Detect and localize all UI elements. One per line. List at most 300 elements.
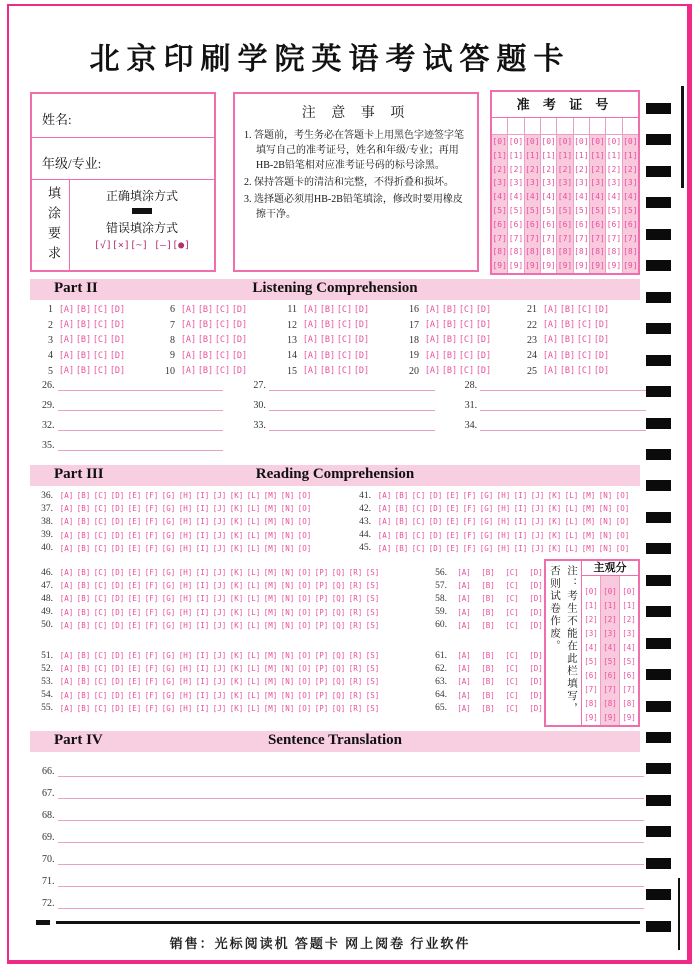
subjective-bubble-col2-6[interactable]: [6]: [601, 669, 620, 683]
ticket-bubble-col7-9[interactable]: [9]: [590, 259, 606, 273]
answer-bubble-1-D[interactable]: [D]: [109, 304, 126, 315]
answer-bubble-42-G[interactable]: [G]: [479, 504, 494, 514]
answer-bubble-40-F[interactable]: [F]: [144, 543, 159, 553]
ticket-bubble-col7-8[interactable]: [8]: [590, 245, 606, 259]
answer-bubble-59-A[interactable]: [A]: [457, 607, 471, 617]
answer-bubble-53-P[interactable]: [P]: [314, 677, 329, 687]
answer-bubble-48-Q[interactable]: [Q]: [331, 594, 346, 604]
answer-bubble-3-A[interactable]: [A]: [58, 335, 75, 346]
answer-bubble-43-C[interactable]: [C]: [411, 517, 426, 527]
answer-bubble-52-J[interactable]: [J]: [212, 664, 227, 674]
ticket-digit-write-cell-3[interactable]: [525, 118, 541, 134]
answer-bubble-45-E[interactable]: [E]: [445, 543, 460, 553]
answer-bubble-36-B[interactable]: [B]: [76, 491, 91, 501]
answer-bubble-47-M[interactable]: [M]: [263, 581, 278, 591]
ticket-bubble-col5-2[interactable]: [2]: [557, 163, 573, 177]
answer-bubble-42-C[interactable]: [C]: [411, 504, 426, 514]
answer-bubble-59-B[interactable]: [B]: [481, 607, 495, 617]
answer-bubble-5-C[interactable]: [C]: [92, 366, 109, 377]
answer-bubble-37-N[interactable]: [N]: [280, 504, 295, 514]
answer-bubble-53-I[interactable]: [I]: [195, 677, 210, 687]
ticket-bubble-col3-6[interactable]: [6]: [525, 218, 541, 232]
answer-bubble-45-N[interactable]: [N]: [598, 543, 613, 553]
answer-bubble-55-N[interactable]: [N]: [280, 703, 295, 713]
answer-bubble-54-N[interactable]: [N]: [280, 690, 295, 700]
ticket-bubble-col8-5[interactable]: [5]: [606, 204, 622, 218]
answer-bubble-46-B[interactable]: [B]: [76, 568, 91, 578]
answer-bubble-52-C[interactable]: [C]: [93, 664, 108, 674]
ticket-bubble-col1-4[interactable]: [4]: [492, 190, 508, 204]
answer-bubble-39-K[interactable]: [K]: [229, 530, 244, 540]
answer-bubble-37-L[interactable]: [L]: [246, 504, 261, 514]
answer-bubble-55-K[interactable]: [K]: [229, 703, 244, 713]
ticket-bubble-col5-5[interactable]: [5]: [557, 204, 573, 218]
answer-bubble-12-B[interactable]: [B]: [319, 320, 336, 331]
answer-bubble-48-O[interactable]: [O]: [297, 594, 312, 604]
ticket-bubble-col7-6[interactable]: [6]: [590, 218, 606, 232]
subjective-bubble-col2-1[interactable]: [1]: [601, 599, 620, 613]
answer-bubble-45-K[interactable]: [K]: [547, 543, 562, 553]
answer-bubble-36-C[interactable]: [C]: [93, 491, 108, 501]
ticket-bubble-col8-9[interactable]: [9]: [606, 259, 622, 273]
ticket-bubble-col2-3[interactable]: [3]: [508, 176, 524, 190]
answer-bubble-52-S[interactable]: [S]: [365, 664, 380, 674]
answer-bubble-5-B[interactable]: [B]: [75, 366, 92, 377]
answer-bubble-9-D[interactable]: [D]: [231, 350, 248, 361]
answer-bubble-36-I[interactable]: [I]: [195, 491, 210, 501]
ticket-bubble-col2-7[interactable]: [7]: [508, 232, 524, 246]
answer-bubble-2-B[interactable]: [B]: [75, 320, 92, 331]
answer-bubble-52-N[interactable]: [N]: [280, 664, 295, 674]
answer-bubble-10-C[interactable]: [C]: [214, 366, 231, 377]
answer-bubble-41-O[interactable]: [O]: [615, 491, 630, 501]
subjective-write-cell-3[interactable]: [620, 576, 638, 585]
answer-bubble-22-D[interactable]: [D]: [593, 320, 610, 331]
answer-bubble-55-E[interactable]: [E]: [127, 703, 142, 713]
answer-bubble-49-D[interactable]: [D]: [110, 607, 125, 617]
answer-bubble-55-L[interactable]: [L]: [246, 703, 261, 713]
ticket-bubble-col9-9[interactable]: [9]: [623, 259, 638, 273]
answer-bubble-40-B[interactable]: [B]: [76, 543, 91, 553]
ticket-bubble-col8-7[interactable]: [7]: [606, 232, 622, 246]
answer-bubble-53-H[interactable]: [H]: [178, 677, 193, 687]
answer-bubble-6-C[interactable]: [C]: [214, 304, 231, 315]
answer-bubble-41-N[interactable]: [N]: [598, 491, 613, 501]
answer-bubble-8-C[interactable]: [C]: [214, 335, 231, 346]
answer-bubble-17-C[interactable]: [C]: [458, 320, 475, 331]
answer-bubble-40-C[interactable]: [C]: [93, 543, 108, 553]
answer-bubble-53-N[interactable]: [N]: [280, 677, 295, 687]
answer-bubble-50-I[interactable]: [I]: [195, 620, 210, 630]
answer-bubble-41-J[interactable]: [J]: [530, 491, 545, 501]
answer-bubble-43-B[interactable]: [B]: [394, 517, 409, 527]
answer-bubble-50-M[interactable]: [M]: [263, 620, 278, 630]
answer-bubble-7-D[interactable]: [D]: [231, 320, 248, 331]
answer-bubble-17-D[interactable]: [D]: [475, 320, 492, 331]
answer-bubble-54-P[interactable]: [P]: [314, 690, 329, 700]
subjective-write-cell-1[interactable]: [582, 576, 601, 585]
ticket-bubble-col7-0[interactable]: [0]: [590, 135, 606, 149]
answer-bubble-55-G[interactable]: [G]: [161, 703, 176, 713]
answer-bubble-22-B[interactable]: [B]: [559, 320, 576, 331]
ticket-bubble-col3-2[interactable]: [2]: [525, 163, 541, 177]
answer-bubble-61-A[interactable]: [A]: [457, 651, 471, 661]
answer-bubble-57-A[interactable]: [A]: [457, 581, 471, 591]
answer-bubble-12-C[interactable]: [C]: [336, 320, 353, 331]
ticket-bubble-col4-8[interactable]: [8]: [541, 245, 557, 259]
ticket-bubble-col1-7[interactable]: [7]: [492, 232, 508, 246]
answer-line-32[interactable]: [58, 419, 224, 431]
answer-bubble-43-J[interactable]: [J]: [530, 517, 545, 527]
answer-bubble-38-H[interactable]: [H]: [178, 517, 193, 527]
answer-bubble-48-S[interactable]: [S]: [365, 594, 380, 604]
answer-bubble-38-G[interactable]: [G]: [161, 517, 176, 527]
answer-bubble-51-D[interactable]: [D]: [110, 651, 125, 661]
answer-bubble-53-C[interactable]: [C]: [93, 677, 108, 687]
answer-bubble-53-O[interactable]: [O]: [297, 677, 312, 687]
answer-bubble-18-D[interactable]: [D]: [475, 335, 492, 346]
answer-bubble-45-A[interactable]: [A]: [377, 543, 392, 553]
answer-bubble-54-S[interactable]: [S]: [365, 690, 380, 700]
ticket-bubble-col8-8[interactable]: [8]: [606, 245, 622, 259]
answer-bubble-50-Q[interactable]: [Q]: [331, 620, 346, 630]
answer-bubble-44-A[interactable]: [A]: [377, 530, 392, 540]
answer-bubble-39-H[interactable]: [H]: [178, 530, 193, 540]
answer-bubble-37-E[interactable]: [E]: [127, 504, 142, 514]
answer-bubble-43-N[interactable]: [N]: [598, 517, 613, 527]
name-input-area[interactable]: [75, 104, 175, 124]
answer-bubble-2-A[interactable]: [A]: [58, 320, 75, 331]
subjective-bubble-col3-5[interactable]: [5]: [622, 657, 636, 666]
answer-bubble-6-B[interactable]: [B]: [197, 304, 214, 315]
answer-bubble-43-L[interactable]: [L]: [564, 517, 579, 527]
answer-bubble-17-B[interactable]: [B]: [441, 320, 458, 331]
answer-bubble-53-M[interactable]: [M]: [263, 677, 278, 687]
answer-bubble-46-E[interactable]: [E]: [127, 568, 142, 578]
answer-bubble-62-C[interactable]: [C]: [505, 664, 519, 674]
ticket-bubble-col6-7[interactable]: [7]: [574, 232, 590, 246]
answer-bubble-51-Q[interactable]: [Q]: [331, 651, 346, 661]
answer-bubble-39-A[interactable]: [A]: [59, 530, 74, 540]
answer-bubble-51-P[interactable]: [P]: [314, 651, 329, 661]
answer-bubble-37-F[interactable]: [F]: [144, 504, 159, 514]
answer-bubble-41-K[interactable]: [K]: [547, 491, 562, 501]
answer-bubble-42-B[interactable]: [B]: [394, 504, 409, 514]
answer-bubble-50-C[interactable]: [C]: [93, 620, 108, 630]
answer-bubble-1-B[interactable]: [B]: [75, 304, 92, 315]
answer-bubble-50-O[interactable]: [O]: [297, 620, 312, 630]
answer-bubble-41-D[interactable]: [D]: [428, 491, 443, 501]
answer-bubble-49-O[interactable]: [O]: [297, 607, 312, 617]
ticket-digit-write-cell-2[interactable]: [508, 118, 524, 134]
answer-bubble-55-P[interactable]: [P]: [314, 703, 329, 713]
answer-bubble-43-A[interactable]: [A]: [377, 517, 392, 527]
ticket-bubble-col4-7[interactable]: [7]: [541, 232, 557, 246]
answer-bubble-51-B[interactable]: [B]: [76, 651, 91, 661]
answer-bubble-46-M[interactable]: [M]: [263, 568, 278, 578]
answer-line-34[interactable]: [480, 419, 646, 431]
answer-bubble-52-O[interactable]: [O]: [297, 664, 312, 674]
answer-bubble-16-A[interactable]: [A]: [424, 304, 441, 315]
answer-bubble-54-J[interactable]: [J]: [212, 690, 227, 700]
answer-bubble-49-G[interactable]: [G]: [161, 607, 176, 617]
answer-bubble-53-D[interactable]: [D]: [110, 677, 125, 687]
ticket-bubble-col2-9[interactable]: [9]: [508, 259, 524, 273]
answer-bubble-51-G[interactable]: [G]: [161, 651, 176, 661]
answer-bubble-36-N[interactable]: [N]: [280, 491, 295, 501]
answer-bubble-24-A[interactable]: [A]: [542, 350, 559, 361]
ticket-bubble-col4-5[interactable]: [5]: [541, 204, 557, 218]
answer-bubble-49-L[interactable]: [L]: [246, 607, 261, 617]
answer-bubble-3-B[interactable]: [B]: [75, 335, 92, 346]
answer-bubble-42-K[interactable]: [K]: [547, 504, 562, 514]
answer-bubble-44-B[interactable]: [B]: [394, 530, 409, 540]
answer-bubble-64-C[interactable]: [C]: [505, 690, 519, 700]
answer-bubble-56-C[interactable]: [C]: [505, 568, 519, 578]
subjective-bubble-col3-0[interactable]: [0]: [622, 587, 636, 596]
answer-bubble-22-A[interactable]: [A]: [542, 320, 559, 331]
answer-bubble-37-K[interactable]: [K]: [229, 504, 244, 514]
answer-bubble-20-A[interactable]: [A]: [424, 366, 441, 377]
subjective-bubble-col2-2[interactable]: [2]: [601, 613, 620, 627]
answer-bubble-49-J[interactable]: [J]: [212, 607, 227, 617]
answer-bubble-52-G[interactable]: [G]: [161, 664, 176, 674]
answer-bubble-46-P[interactable]: [P]: [314, 568, 329, 578]
answer-bubble-43-I[interactable]: [I]: [513, 517, 528, 527]
answer-bubble-39-M[interactable]: [M]: [263, 530, 278, 540]
answer-bubble-58-D[interactable]: [D]: [529, 594, 543, 604]
answer-bubble-47-H[interactable]: [H]: [178, 581, 193, 591]
ticket-bubble-col7-3[interactable]: [3]: [590, 176, 606, 190]
answer-bubble-38-E[interactable]: [E]: [127, 517, 142, 527]
answer-bubble-46-J[interactable]: [J]: [212, 568, 227, 578]
answer-bubble-38-N[interactable]: [N]: [280, 517, 295, 527]
answer-bubble-36-E[interactable]: [E]: [127, 491, 142, 501]
answer-bubble-38-B[interactable]: [B]: [76, 517, 91, 527]
answer-bubble-16-B[interactable]: [B]: [441, 304, 458, 315]
answer-bubble-42-I[interactable]: [I]: [513, 504, 528, 514]
answer-bubble-50-D[interactable]: [D]: [110, 620, 125, 630]
answer-bubble-53-E[interactable]: [E]: [127, 677, 142, 687]
answer-bubble-54-C[interactable]: [C]: [93, 690, 108, 700]
ticket-bubble-col3-3[interactable]: [3]: [525, 176, 541, 190]
answer-bubble-53-K[interactable]: [K]: [229, 677, 244, 687]
answer-bubble-53-G[interactable]: [G]: [161, 677, 176, 687]
answer-bubble-42-O[interactable]: [O]: [615, 504, 630, 514]
answer-bubble-55-I[interactable]: [I]: [195, 703, 210, 713]
answer-bubble-38-F[interactable]: [F]: [144, 517, 159, 527]
answer-bubble-40-I[interactable]: [I]: [195, 543, 210, 553]
answer-bubble-10-A[interactable]: [A]: [180, 366, 197, 377]
subjective-bubble-col1-9[interactable]: [9]: [582, 711, 601, 725]
answer-bubble-25-B[interactable]: [B]: [559, 366, 576, 377]
answer-bubble-40-J[interactable]: [J]: [212, 543, 227, 553]
answer-bubble-40-H[interactable]: [H]: [178, 543, 193, 553]
answer-bubble-51-O[interactable]: [O]: [297, 651, 312, 661]
answer-bubble-40-M[interactable]: [M]: [263, 543, 278, 553]
answer-bubble-19-C[interactable]: [C]: [458, 350, 475, 361]
answer-bubble-44-J[interactable]: [J]: [530, 530, 545, 540]
answer-bubble-43-K[interactable]: [K]: [547, 517, 562, 527]
subjective-bubble-col1-0[interactable]: [0]: [582, 585, 601, 599]
answer-bubble-21-C[interactable]: [C]: [576, 304, 593, 315]
answer-bubble-50-P[interactable]: [P]: [314, 620, 329, 630]
answer-bubble-46-O[interactable]: [O]: [297, 568, 312, 578]
ticket-bubble-col1-5[interactable]: [5]: [492, 204, 508, 218]
answer-bubble-6-D[interactable]: [D]: [231, 304, 248, 315]
answer-bubble-36-L[interactable]: [L]: [246, 491, 261, 501]
answer-bubble-49-K[interactable]: [K]: [229, 607, 244, 617]
answer-bubble-52-K[interactable]: [K]: [229, 664, 244, 674]
answer-bubble-43-O[interactable]: [O]: [615, 517, 630, 527]
answer-bubble-36-M[interactable]: [M]: [263, 491, 278, 501]
answer-bubble-47-G[interactable]: [G]: [161, 581, 176, 591]
answer-bubble-4-A[interactable]: [A]: [58, 350, 75, 361]
ticket-bubble-col9-6[interactable]: [6]: [623, 218, 638, 232]
subjective-bubble-col1-3[interactable]: [3]: [582, 627, 601, 641]
answer-bubble-55-F[interactable]: [F]: [144, 703, 159, 713]
answer-bubble-54-A[interactable]: [A]: [59, 690, 74, 700]
answer-bubble-23-B[interactable]: [B]: [559, 335, 576, 346]
answer-bubble-47-Q[interactable]: [Q]: [331, 581, 346, 591]
answer-bubble-48-H[interactable]: [H]: [178, 594, 193, 604]
answer-bubble-50-J[interactable]: [J]: [212, 620, 227, 630]
answer-bubble-54-D[interactable]: [D]: [110, 690, 125, 700]
answer-bubble-8-A[interactable]: [A]: [180, 335, 197, 346]
subjective-bubble-col2-0[interactable]: [0]: [601, 585, 620, 599]
answer-bubble-47-O[interactable]: [O]: [297, 581, 312, 591]
answer-bubble-4-B[interactable]: [B]: [75, 350, 92, 361]
answer-bubble-41-C[interactable]: [C]: [411, 491, 426, 501]
answer-bubble-53-F[interactable]: [F]: [144, 677, 159, 687]
answer-bubble-38-I[interactable]: [I]: [195, 517, 210, 527]
answer-bubble-63-C[interactable]: [C]: [505, 677, 519, 687]
answer-bubble-36-A[interactable]: [A]: [59, 491, 74, 501]
answer-bubble-55-R[interactable]: [R]: [348, 703, 363, 713]
answer-bubble-11-C[interactable]: [C]: [336, 304, 353, 315]
answer-bubble-39-C[interactable]: [C]: [93, 530, 108, 540]
subjective-bubble-col3-6[interactable]: [6]: [622, 671, 636, 680]
answer-bubble-48-B[interactable]: [B]: [76, 594, 91, 604]
answer-bubble-49-A[interactable]: [A]: [59, 607, 74, 617]
answer-bubble-55-S[interactable]: [S]: [365, 703, 380, 713]
ticket-bubble-col9-7[interactable]: [7]: [623, 232, 638, 246]
ticket-bubble-col1-2[interactable]: [2]: [492, 163, 508, 177]
answer-bubble-59-C[interactable]: [C]: [505, 607, 519, 617]
answer-bubble-54-M[interactable]: [M]: [263, 690, 278, 700]
answer-bubble-51-A[interactable]: [A]: [59, 651, 74, 661]
answer-bubble-44-I[interactable]: [I]: [513, 530, 528, 540]
answer-bubble-58-A[interactable]: [A]: [457, 594, 471, 604]
answer-bubble-54-B[interactable]: [B]: [76, 690, 91, 700]
answer-bubble-36-G[interactable]: [G]: [161, 491, 176, 501]
ticket-bubble-col5-1[interactable]: [1]: [557, 149, 573, 163]
answer-bubble-53-R[interactable]: [R]: [348, 677, 363, 687]
answer-bubble-25-D[interactable]: [D]: [593, 366, 610, 377]
answer-bubble-4-C[interactable]: [C]: [92, 350, 109, 361]
ticket-bubble-col4-9[interactable]: [9]: [541, 259, 557, 273]
answer-bubble-19-B[interactable]: [B]: [441, 350, 458, 361]
answer-bubble-54-G[interactable]: [G]: [161, 690, 176, 700]
ticket-bubble-col1-9[interactable]: [9]: [492, 259, 508, 273]
answer-bubble-45-G[interactable]: [G]: [479, 543, 494, 553]
answer-bubble-64-A[interactable]: [A]: [457, 690, 471, 700]
answer-bubble-47-B[interactable]: [B]: [76, 581, 91, 591]
answer-bubble-54-L[interactable]: [L]: [246, 690, 261, 700]
ticket-bubble-col1-8[interactable]: [8]: [492, 245, 508, 259]
answer-bubble-46-Q[interactable]: [Q]: [331, 568, 346, 578]
ticket-bubble-col6-6[interactable]: [6]: [574, 218, 590, 232]
answer-bubble-51-L[interactable]: [L]: [246, 651, 261, 661]
answer-bubble-46-R[interactable]: [R]: [348, 568, 363, 578]
answer-bubble-40-O[interactable]: [O]: [297, 543, 312, 553]
answer-bubble-23-A[interactable]: [A]: [542, 335, 559, 346]
answer-bubble-50-K[interactable]: [K]: [229, 620, 244, 630]
answer-bubble-45-I[interactable]: [I]: [513, 543, 528, 553]
answer-bubble-41-I[interactable]: [I]: [513, 491, 528, 501]
answer-bubble-63-B[interactable]: [B]: [481, 677, 495, 687]
answer-bubble-39-I[interactable]: [I]: [195, 530, 210, 540]
answer-bubble-47-P[interactable]: [P]: [314, 581, 329, 591]
answer-bubble-10-D[interactable]: [D]: [231, 366, 248, 377]
answer-bubble-47-S[interactable]: [S]: [365, 581, 380, 591]
answer-line-29[interactable]: [58, 399, 224, 411]
answer-bubble-15-A[interactable]: [A]: [302, 366, 319, 377]
subjective-bubble-col1-2[interactable]: [2]: [582, 613, 601, 627]
subjective-bubble-col3-8[interactable]: [8]: [622, 699, 636, 708]
answer-bubble-49-E[interactable]: [E]: [127, 607, 142, 617]
ticket-bubble-col2-5[interactable]: [5]: [508, 204, 524, 218]
ticket-bubble-col2-0[interactable]: [0]: [508, 135, 524, 149]
answer-bubble-57-C[interactable]: [C]: [505, 581, 519, 591]
answer-bubble-49-N[interactable]: [N]: [280, 607, 295, 617]
answer-bubble-52-M[interactable]: [M]: [263, 664, 278, 674]
ticket-bubble-col7-4[interactable]: [4]: [590, 190, 606, 204]
answer-bubble-55-A[interactable]: [A]: [59, 703, 74, 713]
answer-bubble-41-G[interactable]: [G]: [479, 491, 494, 501]
answer-bubble-48-D[interactable]: [D]: [110, 594, 125, 604]
answer-bubble-52-I[interactable]: [I]: [195, 664, 210, 674]
ticket-bubble-col2-8[interactable]: [8]: [508, 245, 524, 259]
answer-bubble-47-L[interactable]: [L]: [246, 581, 261, 591]
answer-bubble-37-B[interactable]: [B]: [76, 504, 91, 514]
answer-bubble-37-H[interactable]: [H]: [178, 504, 193, 514]
ticket-bubble-col9-2[interactable]: [2]: [623, 163, 638, 177]
answer-bubble-48-C[interactable]: [C]: [93, 594, 108, 604]
answer-bubble-11-B[interactable]: [B]: [319, 304, 336, 315]
ticket-bubble-col6-3[interactable]: [3]: [574, 176, 590, 190]
answer-bubble-55-O[interactable]: [O]: [297, 703, 312, 713]
answer-bubble-15-C[interactable]: [C]: [336, 366, 353, 377]
answer-bubble-61-C[interactable]: [C]: [505, 651, 519, 661]
ticket-bubble-col5-4[interactable]: [4]: [557, 190, 573, 204]
answer-bubble-64-D[interactable]: [D]: [529, 690, 543, 700]
answer-bubble-36-D[interactable]: [D]: [110, 491, 125, 501]
answer-bubble-46-L[interactable]: [L]: [246, 568, 261, 578]
answer-bubble-19-D[interactable]: [D]: [475, 350, 492, 361]
answer-bubble-60-C[interactable]: [C]: [505, 620, 519, 630]
answer-bubble-42-H[interactable]: [H]: [496, 504, 511, 514]
answer-bubble-60-B[interactable]: [B]: [481, 620, 495, 630]
answer-bubble-50-H[interactable]: [H]: [178, 620, 193, 630]
answer-bubble-36-K[interactable]: [K]: [229, 491, 244, 501]
ticket-bubble-col7-5[interactable]: [5]: [590, 204, 606, 218]
answer-bubble-37-C[interactable]: [C]: [93, 504, 108, 514]
ticket-bubble-col9-3[interactable]: [3]: [623, 176, 638, 190]
answer-bubble-52-P[interactable]: [P]: [314, 664, 329, 674]
ticket-bubble-col4-3[interactable]: [3]: [541, 176, 557, 190]
ticket-bubble-col9-4[interactable]: [4]: [623, 190, 638, 204]
